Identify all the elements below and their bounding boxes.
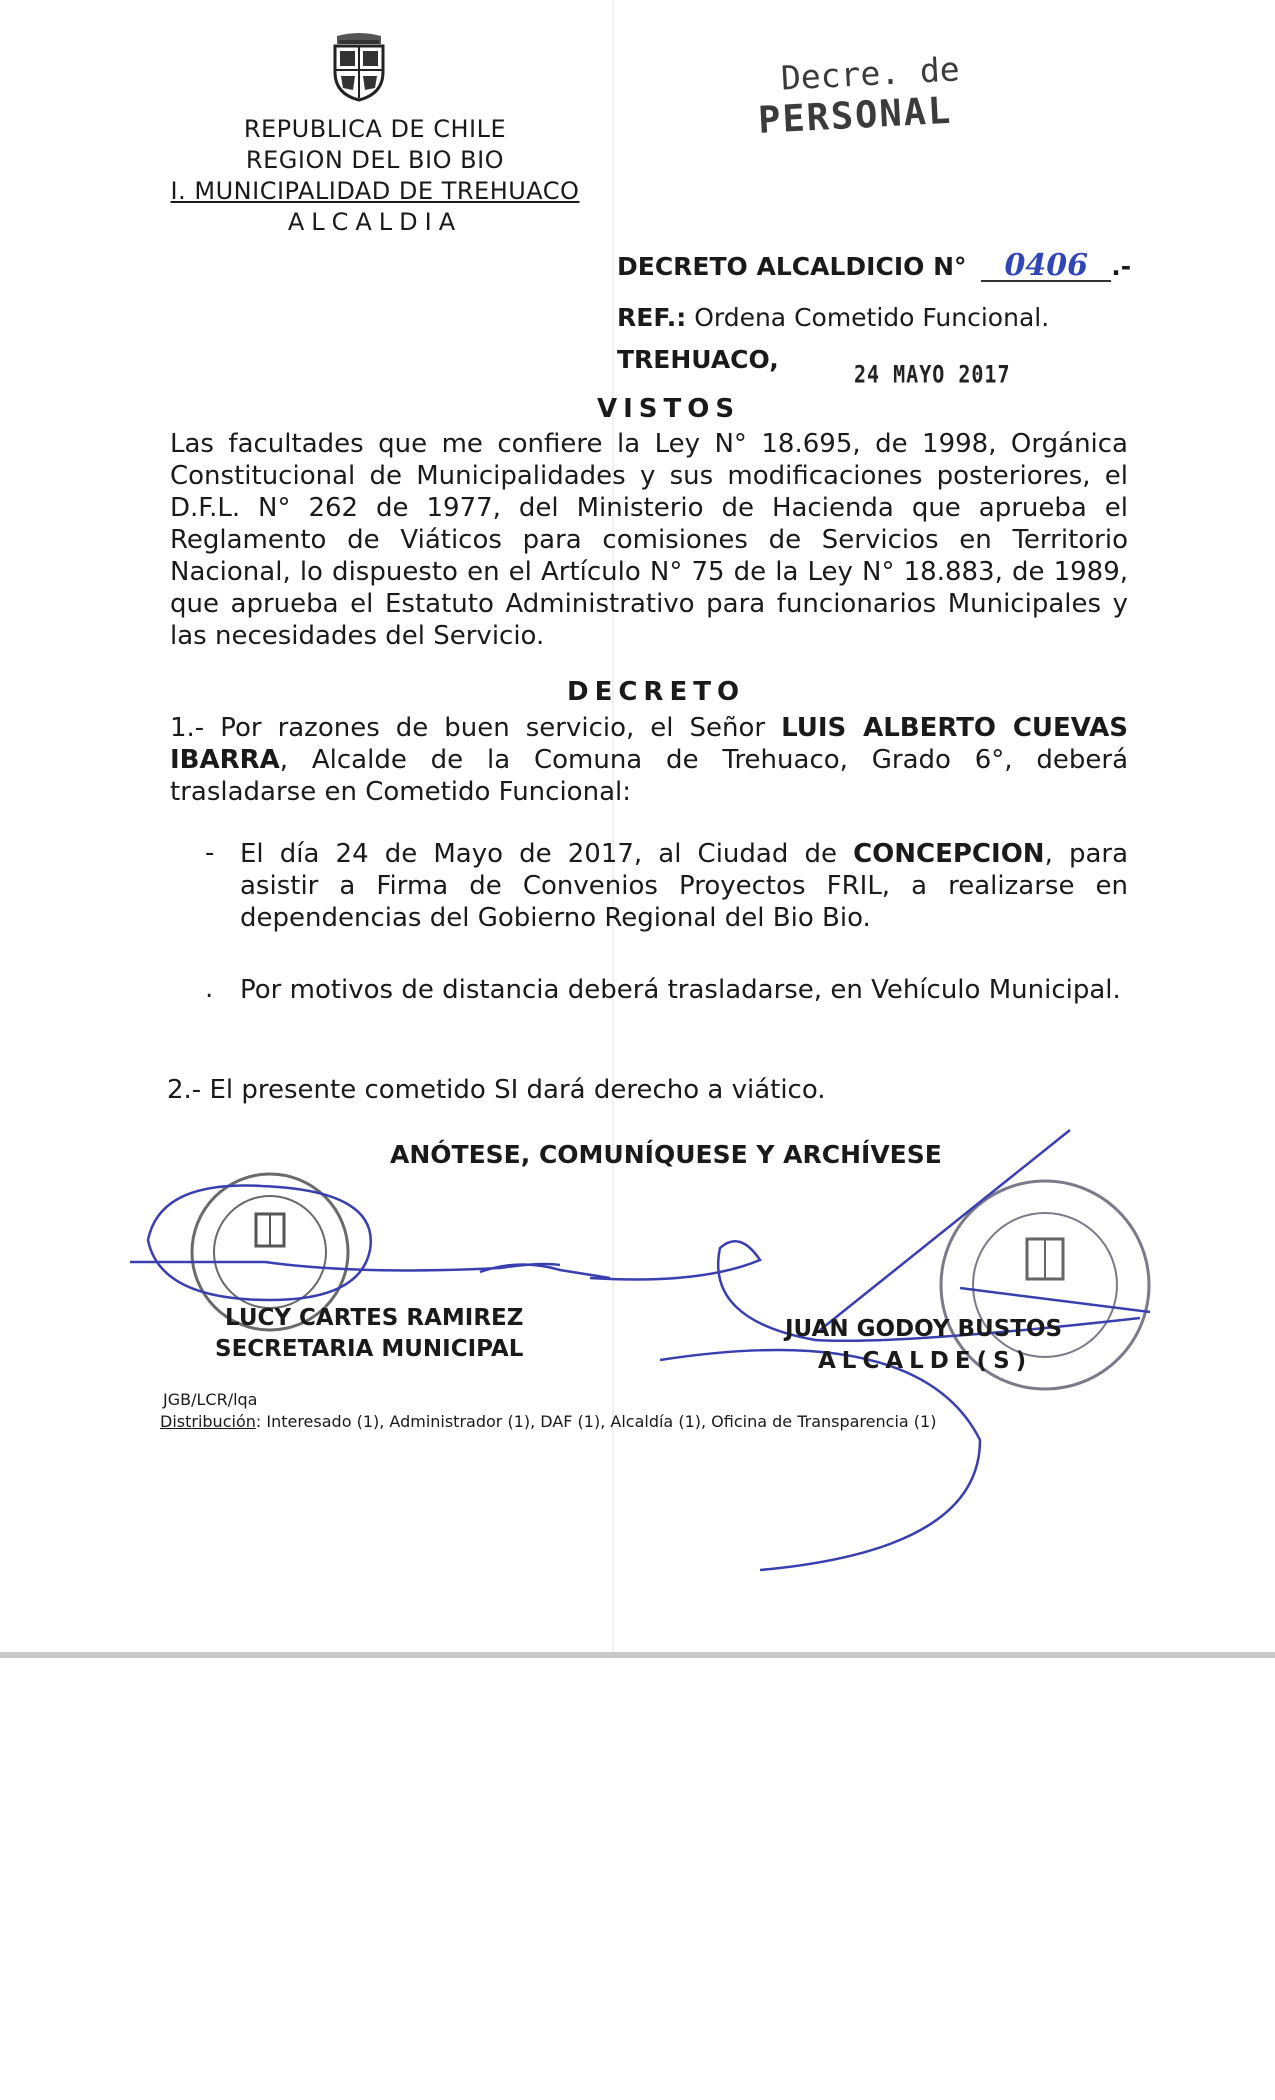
author-initials: JGB/LCR/lqa: [163, 1390, 258, 1409]
vistos-title: VISTOS: [597, 394, 741, 424]
left-signature-icon: [130, 1185, 610, 1300]
item1-person-name: LUIS ALBERTO CUEVAS IBARRA: [170, 713, 1128, 775]
reference-line: [617, 303, 1049, 332]
reference-label: REF.:: [617, 303, 687, 332]
header-region: REGION DEL BIO BIO: [245, 146, 505, 174]
personal-stamp: [755, 46, 1019, 141]
item1-intro: 1.- Por razones de buen servicio, el Señor: [170, 713, 782, 743]
bullet-marker-1: -: [205, 838, 215, 868]
header-municipality: I. MUNICIPALIDAD DE TREHUACO: [170, 177, 580, 205]
bullet-marker-2: .: [205, 974, 214, 1004]
decree-date-stamp: 24 MAYO 2017: [854, 359, 1011, 389]
bullet1-rest: , para asistir a Firma de Convenios Proyectos FRIL, a realizarse en dependencias del Gobierno Regional del Bio Bio.: [240, 839, 1128, 933]
decree-number: 0406: [981, 252, 1111, 282]
page-bottom-edge: [0, 1652, 1275, 1658]
decree-place: TREHUACO,: [617, 345, 779, 374]
closing-formula: ANÓTESE, COMUNÍQUESE Y ARCHÍVESE: [390, 1140, 942, 1169]
bullet1-city: CONCEPCION: [853, 839, 1045, 869]
stamp-line-1: Decre. de: [779, 49, 961, 98]
distribution-text: : Interesado (1), Administrador (1), DAF (1), Alcaldía (1), Oficina de Transparencia (1): [255, 1412, 937, 1431]
item1-rest: , Alcalde de la Comuna de Trehuaco, Grado 6°, deberá trasladarse en Cometido Funcional:: [170, 745, 1128, 807]
stamp-line-2: PERSONAL: [757, 88, 954, 142]
municipal-crest-icon: [327, 32, 391, 102]
decreto-item-1: [170, 712, 1128, 808]
decree-number-suffix: .-: [1111, 252, 1132, 281]
decreto-item-2: 2.- El presente cometido SI dará derecho a viático.: [167, 1075, 826, 1105]
right-signatory-role: ALCALDE(S): [818, 1348, 1033, 1374]
header-republic: REPUBLICA DE CHILE: [243, 115, 507, 143]
header-office: ALCALDIA: [287, 208, 463, 236]
distribution-label: Distribución: [160, 1412, 256, 1431]
left-signatory-role: SECRETARIA MUNICIPAL: [215, 1336, 524, 1362]
distribution-line: [160, 1412, 936, 1431]
reference-text: Ordena Cometido Funcional.: [694, 303, 1050, 332]
left-signatory-name: LUCY CARTES RAMIREZ: [225, 1305, 524, 1331]
decree-label: DECRETO ALCALDICIO N°: [617, 252, 967, 281]
page-fold-line: [612, 0, 614, 1652]
decreto-title: DECRETO: [567, 677, 746, 707]
bullet1-intro: El día 24 de Mayo de 2017, al Ciudad de: [240, 839, 854, 869]
decree-number-line: [617, 248, 1132, 283]
vistos-paragraph: Las facultades que me confiere la Ley N° 18.695, de 1998, Orgánica Constitucional de Municipalidades y sus modificaciones posteriores, el D.F.L. N° 262 de 1977, del Ministerio de Hacienda que aprueba el Reglamento de Viáticos para comisiones de Servicios en Territorio Nacional, lo dispuesto en el Artículo N° 75 de la Ley N° 18.883, de 1989, que aprueba el Estatuto Administrativo para funcionarios Municipales y las necesidades del Servicio.: [170, 429, 1128, 651]
right-signatory-name: JUAN GODOY BUSTOS: [785, 1316, 1063, 1342]
decreto-bullet-1: [240, 838, 1128, 934]
decreto-bullet-2: Por motivos de distancia deberá trasladarse, en Vehículo Municipal.: [240, 975, 1121, 1005]
